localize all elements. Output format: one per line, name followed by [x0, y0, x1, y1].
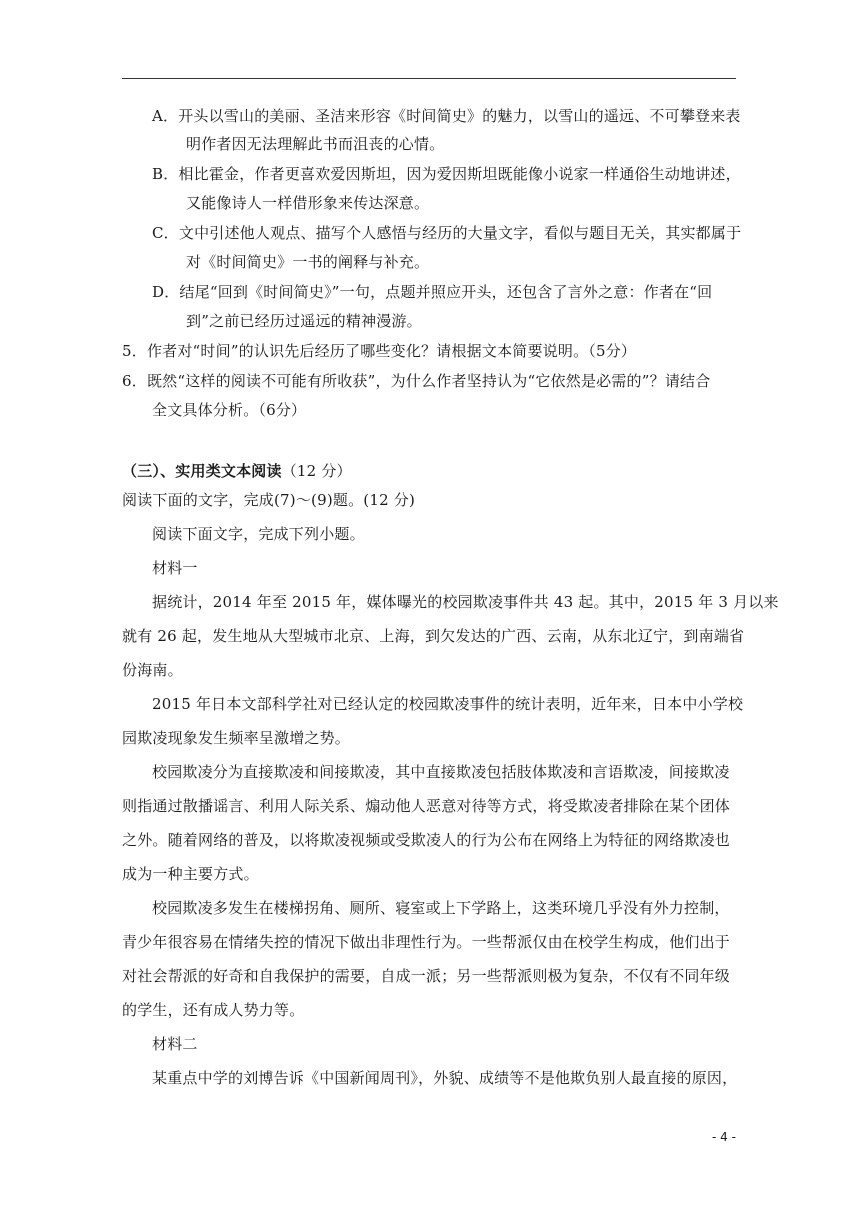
material-1-p2-line1: 2015 年日本文部科学社对已经认定的校园欺凌事件的统计表明，近年来，日本中小学校 [152, 695, 744, 713]
option-a-line2: 明作者因无法理解此书而沮丧的心情。 [186, 135, 445, 153]
option-d-line1: D．结尾“回到《时间简史》”一句，点题并照应开头，还包含了言外之意：作者在“回 [152, 283, 713, 301]
option-b-line2: 又能像诗人一样借形象来传达深意。 [186, 194, 430, 212]
material-2-title: 材料二 [152, 1035, 198, 1053]
section-3-score: （12 分） [281, 462, 352, 480]
material-1-title: 材料一 [152, 559, 198, 577]
material-1-p3-line3: 之外。随着网络的普及，以将欺凌视频或受欺凌人的行为公布在网络上为特征的网络欺凌也 [122, 831, 731, 849]
page-number: - 4 - [712, 1130, 736, 1144]
section-3-title: （三）、实用类文本阅读 [122, 462, 282, 480]
material-1-p4-line3: 对社会帮派的好奇和自我保护的需要，自成一派；另一些帮派则极为复杂，不仅有不同年级 [122, 967, 731, 985]
option-a-line1: A．开头以雪山的美丽、圣洁来形容《时间简史》的魅力，以雪山的遥远、不可攀登来表 [152, 107, 741, 125]
option-c-line2: 对《时间简史》一书的阐释与补充。 [186, 253, 430, 271]
header-rule [122, 78, 736, 79]
question-6-line2: 全文具体分析。（6分） [152, 401, 307, 419]
material-1-p1-line1: 据统计，2014 年至 2015 年，媒体曝光的校园欺凌事件共 43 起。其中，2015 年 3 月以来 [152, 593, 779, 611]
material-1-p2-line2: 园欺凌现象发生频率呈激增之势。 [122, 729, 351, 747]
option-d-line2: 到”之前已经历过遥远的精神漫游。 [186, 312, 422, 330]
section-3-instruction: 阅读下面的文字，完成(7)～(9)题。(12 分) [122, 491, 416, 509]
section-3-heading [122, 461, 352, 481]
question-5: 5．作者对“时间”的认识先后经历了哪些变化？请根据文本简要说明。（5分） [122, 342, 637, 360]
question-6-line1: 6．既然“这样的阅读不可能有所收获”，为什么作者坚持认为“它依然是必需的”？请结合 [122, 372, 711, 390]
option-c-line1: C．文中引述他人观点、描写个人感悟与经历的大量文字，看似与题目无关，其实都属于 [152, 224, 742, 242]
material-1-p1-line2: 就有 26 起，发生地从大型城市北京、上海，到欠发达的广西、云南，从东北辽宁，到南端省 [122, 627, 745, 645]
material-2-p1-line1: 某重点中学的刘博告诉《中国新闻周刊》，外貌、成绩等不是他欺负别人最直接的原因， [152, 1069, 738, 1087]
material-1-p3-line4: 成为一种主要方式。 [122, 865, 259, 883]
material-1-p1-line3: 份海南。 [122, 661, 183, 679]
material-1-p3-line1: 校园欺凌分为直接欺凌和间接欺凌，其中直接欺凌包括肢体欺凌和言语欺凌，间接欺凌 [152, 763, 730, 781]
material-1-p4-line1: 校园欺凌多发生在楼梯拐角、厕所、寝室或上下学路上，这类环境几乎没有外力控制， [152, 899, 730, 917]
option-b-line1: B．相比霍金，作者更喜欢爱因斯坦，因为爱因斯坦既能像小说家一样通俗生动地讲述， [152, 165, 741, 183]
material-1-p4-line4: 的学生，还有成人势力等。 [122, 1001, 305, 1019]
material-1-p3-line2: 则指通过散播谣言、利用人际关系、煽动他人恶意对待等方式，将受欺凌者排除在某个团体 [122, 797, 731, 815]
material-1-p4-line2: 青少年很容易在情绪失控的情况下做出非理性行为。一些帮派仅由在校学生构成，他们出于 [122, 933, 731, 951]
section-3-subinstruction: 阅读下面文字，完成下列小题。 [152, 525, 365, 543]
